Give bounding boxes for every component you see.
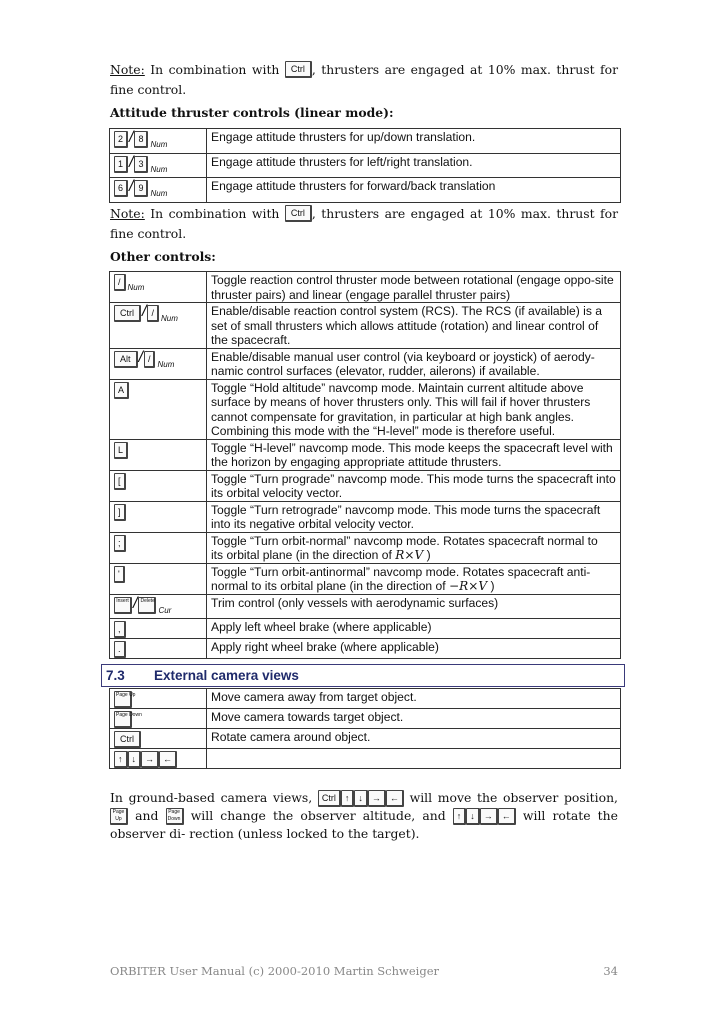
key-cap: 6 xyxy=(114,180,128,197)
table-row xyxy=(110,348,621,379)
key-cap: Alt xyxy=(114,351,138,368)
key-cap: Delete xyxy=(138,597,156,614)
description-text: Enable/disable manual user control (via keyboard or joystick) of aerody-namic control surfaces (elevator, rudder, ailerons) if available. xyxy=(211,349,595,378)
note-label: Note: xyxy=(110,62,145,77)
key-cell xyxy=(110,129,207,154)
description-text: Toggle “H-level” navcomp mode. This mode keeps the spacecraft level with the horizon by engaging appropriate attitude thrusters. xyxy=(211,440,613,469)
key-cell xyxy=(110,563,207,594)
key-subscript: Num xyxy=(160,314,178,323)
description-cell xyxy=(207,439,621,470)
table-row xyxy=(110,178,621,203)
table-row xyxy=(110,619,621,639)
para-text-1: In ground-based camera views, xyxy=(110,790,313,805)
key-cap: ← xyxy=(159,751,177,768)
key-cap: [ xyxy=(114,473,126,490)
key-cell xyxy=(110,689,207,709)
ctrl-key: Ctrl xyxy=(285,61,312,78)
footer-title: ORBITER User Manual (c) 2000-2010 Martin Schweiger xyxy=(110,964,439,978)
vector-formula: R×V xyxy=(395,548,424,562)
description-cell xyxy=(207,639,621,659)
slash-separator: / xyxy=(129,129,134,146)
other-controls-table xyxy=(109,271,621,659)
table-row xyxy=(110,501,621,532)
key-cap: 1 xyxy=(114,156,128,173)
page-down-key: Page Down xyxy=(166,808,184,825)
key-cell xyxy=(110,272,207,303)
key-cap: . xyxy=(114,641,126,658)
description-cell: Engage attitude thrusters for left/right translation. xyxy=(207,153,621,178)
page-up-key: Page Up xyxy=(110,808,128,825)
key-cap: Insert xyxy=(114,597,132,614)
table-row xyxy=(110,129,621,154)
key-cell xyxy=(110,501,207,532)
section-title: External camera views xyxy=(154,668,299,683)
key-cap: → xyxy=(480,808,498,825)
table-row xyxy=(110,470,621,501)
table-row xyxy=(110,639,621,659)
key-cell xyxy=(110,470,207,501)
arrow-keys xyxy=(341,790,404,805)
table-row xyxy=(110,272,621,303)
key-cap: , xyxy=(114,621,126,638)
description-text: Toggle reaction control thruster mode between rotational (engage oppo-site thruster pairs) and linear (engage parallel thruster pairs) xyxy=(211,273,614,302)
key-cap: ← xyxy=(386,790,404,807)
section-header xyxy=(101,664,625,687)
key-subscript: Num xyxy=(150,189,168,198)
key-cell xyxy=(110,439,207,470)
slash-separator: / xyxy=(133,594,138,612)
table-row xyxy=(110,749,621,769)
formula-close: ) xyxy=(490,579,495,593)
description-text: Apply left wheel brake (where applicable) xyxy=(211,620,432,634)
para-text-5: will rotate the observer di- xyxy=(110,808,618,841)
arrow-keys xyxy=(453,808,516,823)
description-cell xyxy=(207,379,621,439)
key-cell xyxy=(110,594,207,619)
description-cell xyxy=(207,303,621,349)
key-cap: Ctrl xyxy=(114,305,141,322)
table-row xyxy=(110,153,621,178)
description-cell: Engage attitude thrusters for up/down translation. xyxy=(207,129,621,154)
description-text: Enable/disable reaction control system (RCS). The RCS (if available) is a set of small thrusters which allows attitude (rotation) and linear control of the spacecraft. xyxy=(211,304,602,347)
description-cell: Move camera away from target object. xyxy=(207,689,621,709)
table-row xyxy=(110,689,621,709)
heading-linear-mode: Attitude thruster controls (linear mode): xyxy=(110,105,394,120)
heading-other-controls: Other controls: xyxy=(110,249,216,264)
camera-paragraph xyxy=(110,789,618,843)
description-cell xyxy=(207,348,621,379)
note-label: Note: xyxy=(110,206,145,221)
key-cell xyxy=(110,303,207,349)
description-text-2: normal to its orbital plane (in the direction of xyxy=(211,579,446,593)
key-cap: ↓ xyxy=(354,790,368,807)
key-subscript: Num xyxy=(127,283,145,292)
key-subscript: Cur xyxy=(158,605,172,615)
description-text: Apply right wheel brake (where applicable) xyxy=(211,640,439,654)
ctrl-key: Ctrl xyxy=(285,205,312,222)
key-cell xyxy=(110,619,207,639)
description-text: Toggle “Turn orbit-antinormal” navcomp mode. Rotates spacecraft anti- xyxy=(211,564,591,579)
description-cell xyxy=(207,470,621,501)
para-text-3: and xyxy=(135,808,159,823)
description-cell xyxy=(207,619,621,639)
key-cap: A xyxy=(114,382,129,399)
para-text-2: will move the observer position, xyxy=(409,790,618,805)
key-cell xyxy=(110,749,207,769)
section-number: 7.3 xyxy=(106,668,125,683)
vector-formula: −R×V xyxy=(448,579,488,593)
description-text: Toggle “Hold altitude” navcomp mode. Maintain current altitude above surface by means of hover thrusters only. This will fail if hover thrusters cannot compensate for gravitation, in particular at high bank angles. Combining this mode with the “H-level” mode is therefore useful. xyxy=(211,380,591,438)
slash-separator: / xyxy=(129,153,134,171)
key-cap: → xyxy=(141,751,159,768)
key-cap: ] xyxy=(114,504,126,521)
camera-controls-table xyxy=(109,688,621,769)
table-row xyxy=(110,709,621,729)
table-row xyxy=(110,303,621,349)
table-row xyxy=(110,594,621,619)
key-cell xyxy=(110,709,207,729)
ctrl-key: Ctrl xyxy=(318,790,341,807)
description-text: Toggle “Turn prograde” navcomp mode. This mode turns the spacecraft into its orbital velocity vector. xyxy=(211,471,616,500)
description-text: Toggle “Turn retrograde” navcomp mode. This mode turns the spacecraft into its negative orbital velocity vector. xyxy=(211,502,601,531)
key-cap: ← xyxy=(498,808,516,825)
key-cap: ; xyxy=(114,535,126,552)
table-row xyxy=(110,563,621,594)
key-cap: 9 xyxy=(134,180,148,197)
slash-separator: / xyxy=(129,178,134,195)
key-cap: / xyxy=(114,274,126,291)
description-cell xyxy=(207,594,621,619)
description-cell: Rotate camera around object. xyxy=(207,729,621,749)
key-cap: → xyxy=(368,790,386,807)
key-cap: 3 xyxy=(134,156,148,173)
table-row xyxy=(110,729,621,749)
description-cell xyxy=(207,501,621,532)
key-cell xyxy=(110,729,207,749)
key-cell xyxy=(110,532,207,563)
table-row xyxy=(110,379,621,439)
key-cap: L xyxy=(114,442,128,459)
formula-close: ) xyxy=(426,548,431,562)
key-cell xyxy=(110,639,207,659)
key-cap: 2 xyxy=(114,131,128,148)
key-cap: ↓ xyxy=(466,808,480,825)
key-subscript: Num xyxy=(150,164,168,174)
key-cell xyxy=(110,178,207,203)
key-cap: ↑ xyxy=(341,790,355,807)
description-cell xyxy=(207,532,621,563)
description-cell xyxy=(207,749,621,769)
key-cap: ' xyxy=(114,566,125,583)
key-cell xyxy=(110,379,207,439)
key-cap: / xyxy=(147,305,159,322)
table-row xyxy=(110,439,621,470)
note-1: Note: In combination with Ctrl , thrusters are engaged at 10% max. thrust for fine control. xyxy=(110,62,618,97)
note-2: Note: In combination with Ctrl , thrusters are engaged at 10% max. thrust for fine control. xyxy=(110,206,618,241)
note-text: , thrusters are engaged at 10% max. thrust for fine control. xyxy=(110,206,618,241)
slash-separator: / xyxy=(138,348,143,366)
key-cap: Ctrl xyxy=(114,731,141,748)
linear-controls-table xyxy=(109,128,621,203)
description-text: Trim control (only vessels with aerodynamic surfaces) xyxy=(211,595,499,610)
table-row xyxy=(110,532,621,563)
key-cap: 8 xyxy=(134,131,148,148)
key-cap: ↓ xyxy=(128,751,142,768)
description-text: Toggle “Turn orbit-normal” navcomp mode. Rotates spacecraft normal to xyxy=(211,533,598,548)
page-number: 34 xyxy=(603,964,618,978)
slash-separator: / xyxy=(142,303,147,320)
key-cap: Page Down xyxy=(114,711,132,728)
description-cell xyxy=(207,272,621,303)
note-text: , thrusters are engaged at 10% max. thrust for fine control. xyxy=(110,62,618,97)
key-cap: / xyxy=(144,351,156,368)
key-cell xyxy=(110,153,207,178)
key-cell xyxy=(110,348,207,379)
key-subscript: Num xyxy=(157,359,175,369)
description-cell: Move camera towards target object. xyxy=(207,709,621,729)
key-cap: ↑ xyxy=(114,751,128,768)
description-cell xyxy=(207,563,621,594)
description-cell: Engage attitude thrusters for forward/back translation xyxy=(207,178,621,203)
description-text-2: its orbital plane (in the direction of xyxy=(211,548,392,562)
para-text-6: rection (unless locked to the target). xyxy=(189,826,420,841)
key-subscript: Num xyxy=(150,140,168,149)
para-text-4: will change the observer altitude, and xyxy=(190,808,446,823)
key-cap: ↑ xyxy=(453,808,467,825)
key-cap: Page Up xyxy=(114,691,132,708)
